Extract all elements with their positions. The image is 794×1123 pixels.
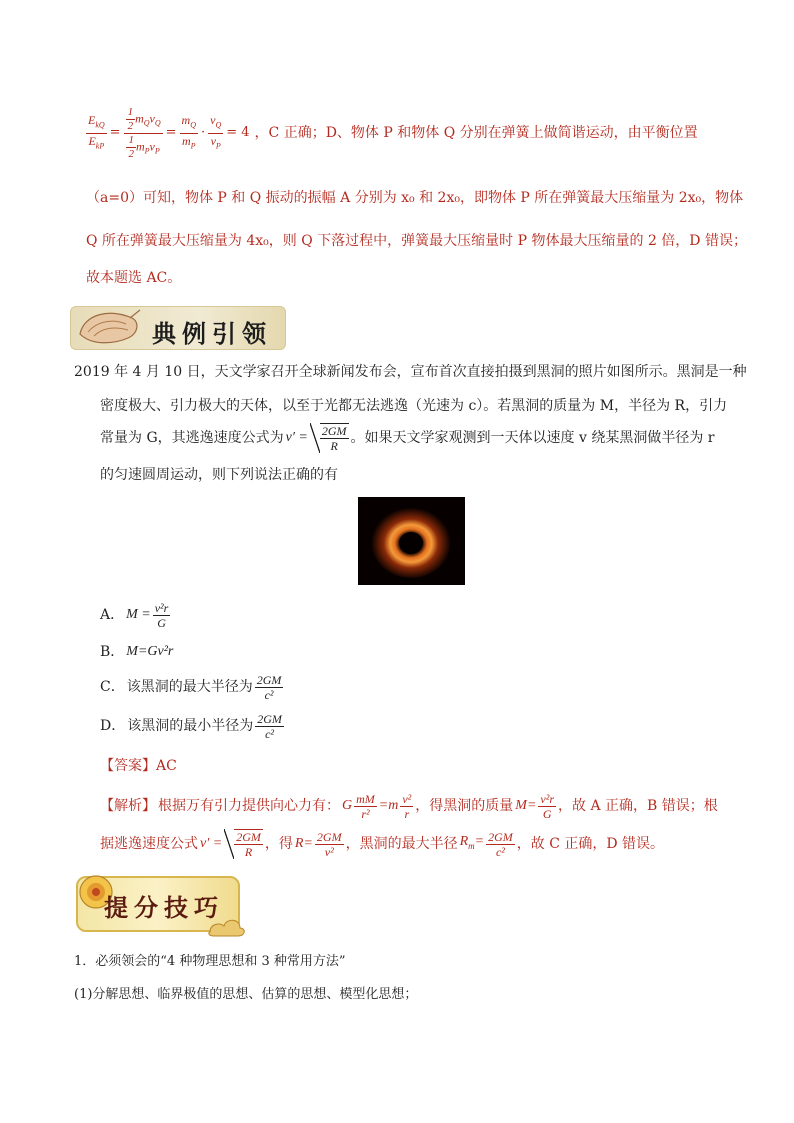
analysis-line1: 【解析】 根据万有引力提供向心力有： G $\frac{mM}{\text{r²}}$ =m $\frac{\text{v²}}{r}$ ，得黑洞的质量 M= $\frac{\text{v²r}}{G}$ ，故 A 正确，B 错误；根 (100, 791, 718, 821)
analysis-line2: 据逃逸速度公式 v′ = $\frac{2GM}{R}$ ，得 R= $\frac{2GM}{\text{v²}}$ ，黑洞的最大半径 $R_m=$ $\frac{2GM}{\text{c²}}$ ，故 C 正确，D 错误。 (100, 829, 665, 859)
tips-banner-title: 提分技巧 (104, 894, 224, 922)
para1-line1: ，C 正确；D、物体 P 和物体 Q 分别在弹簧上做简谐运动，由平衡位置 (254, 125, 698, 141)
option-c: C． 该黑洞的最大半径为 $\frac{2GM}{\text{c²}}$ (100, 672, 282, 702)
kinetic-energy-fraction: $\frac{1}{2}$ $m_Qv_Q$ $\frac{1}{2}$ $m_Pv_P$ (124, 106, 163, 161)
option-d: D． 该黑洞的最小半径为 $\frac{2GM}{\text{c²}}$ (100, 711, 282, 741)
answer-value: AC (156, 758, 177, 774)
answer-line (100, 756, 177, 776)
tips-line2: (1)分解思想、临界极值的思想、估算的思想、模型化思想； (74, 987, 418, 1002)
black-hole-image (358, 497, 465, 585)
escape-velocity-sqrt: $\frac{2GM}{R}$ (310, 423, 349, 453)
question-line4: 的匀速圆周运动，则下列说法正确的有 (100, 467, 338, 483)
example-banner-title: 典例引领 (152, 320, 272, 348)
velocity-ratio-fraction: $\frac{v_Q}{v_P}$ (210, 113, 222, 150)
question-line3: 常量为 G，其逃逸速度公式为 v′ = $\frac{2GM}{R}$ 。如果天文学家观测到一天体以速度 v 绕某黑洞做半径为 r (100, 424, 715, 453)
para1-line3: Q 所在弹簧最大压缩量为 4x₀，则 Q 下落过程中，弹簧最大压缩量时 P 物体最大压缩量的 2 倍，D 错误； (86, 233, 747, 249)
para1-line2: （a=0）可知，物体 P 和 Q 振动的振幅 A 分别为 x₀ 和 2x₀，即物体 P 所在弹簧最大压缩量为 2x₀，物体 (86, 190, 744, 206)
conch-shell-icon (74, 304, 144, 350)
formula-line: $\frac{E_{kQ}}{E_{kP}}$ = $\frac{1}{2}$ $m_Qv_Q$ $\frac{1}{2}$ $m_Pv_P$ = $\frac{m_Q}{m_P}$ · $\frac{v_Q}{v_P}$ = 4 ，C 正确；D、物体 P 和物体 Q 分别在弹簧上做简谐运动，由平衡位置 (88, 105, 698, 160)
para1-line4: 故本题选 AC。 (86, 270, 182, 286)
tips-line1: 1．必须领会的“4 种物理思想和 3 种常用方法” (74, 954, 346, 969)
question-line2: 密度极大、引力极大的天体，以至于光都无法逃逸（光速为 c）。若黑洞的质量为 M，半径为 R，引力 (100, 398, 728, 414)
option-b: B． M=Gv²r (100, 644, 174, 660)
question-line1: 2019 年 4 月 10 日，天文学家召开全球新闻发布会，宣布首次直接拍摄到黑洞的照片如图所示。黑洞是一种 (74, 364, 747, 380)
answer-label: 【答案】 (100, 758, 156, 774)
mass-ratio-fraction: $\frac{m_Q}{m_P}$ (181, 113, 196, 150)
option-a: A． M = $\frac{\text{v²r}}{G}$ (100, 600, 169, 630)
tips-banner (76, 876, 240, 932)
example-banner (70, 306, 286, 350)
ek-ratio-fraction: $\frac{E_{kQ}}{E_{kP}}$ (88, 113, 105, 150)
